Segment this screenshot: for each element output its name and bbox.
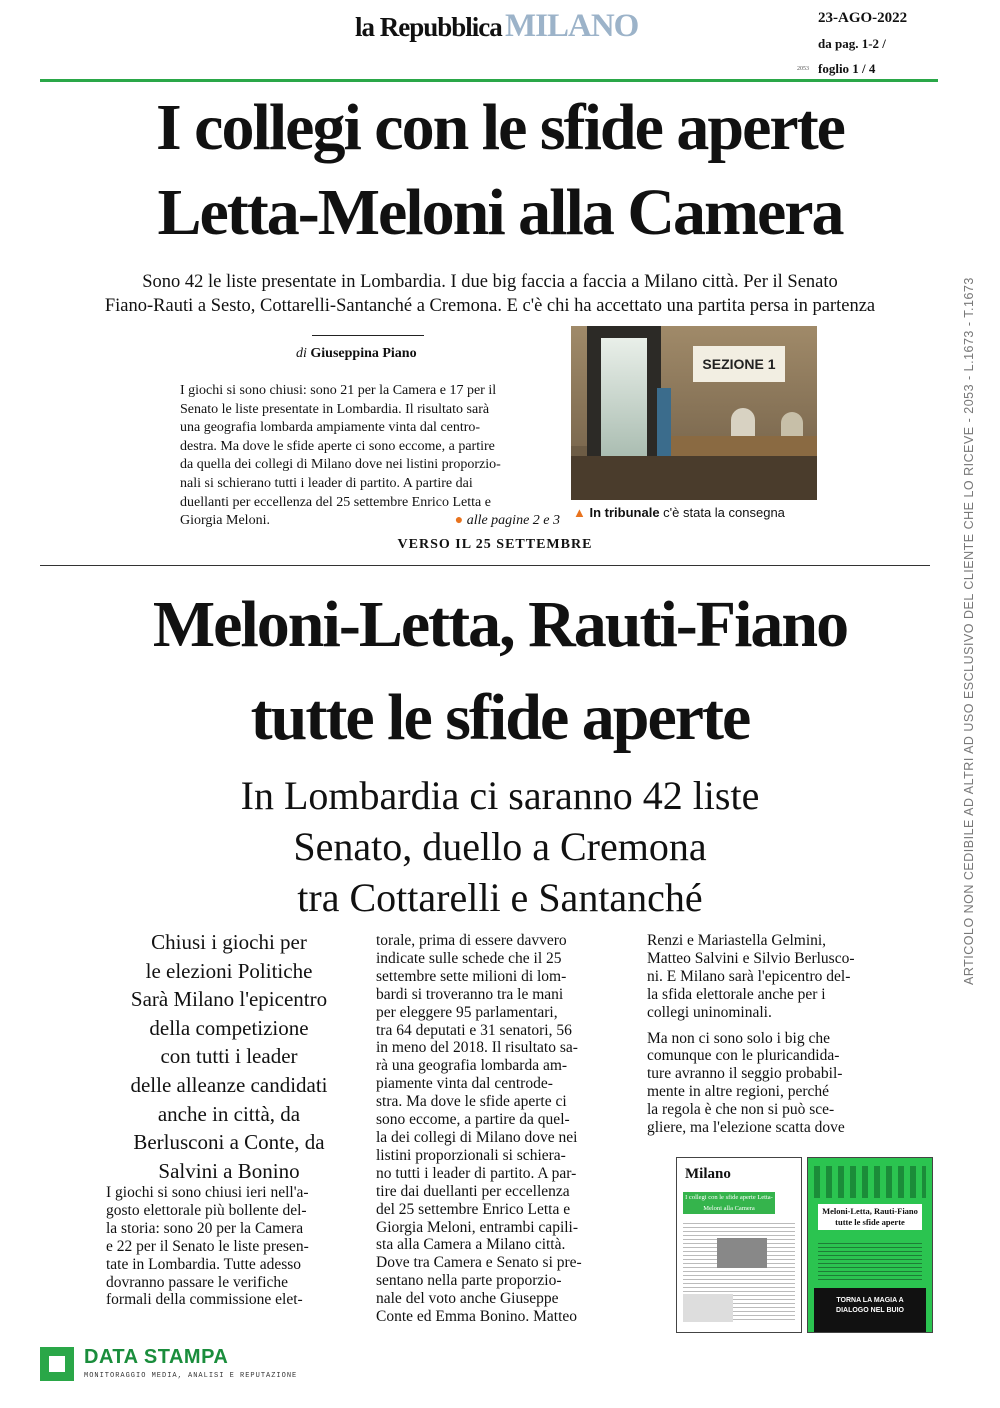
deck-line: con tutti i leader	[160, 1044, 298, 1069]
sheet-number: foglio 1 / 4	[818, 61, 876, 76]
bullet-dot-icon: ●	[454, 513, 464, 529]
thumbnail-portrait-strip	[814, 1166, 926, 1198]
column-line: la storia: sono 20 per la Camera	[106, 1219, 304, 1237]
thumbnail-ad-line: TORNA LA MAGIA A	[836, 1297, 904, 1304]
masthead-newspaper: la Repubblica	[355, 12, 502, 42]
article-column-1	[106, 1184, 356, 1309]
deck-line: le elezioni Politiche	[145, 958, 313, 983]
photo-sign: SEZIONE 1	[693, 346, 785, 382]
article-column-3	[647, 932, 891, 1137]
caption-text: c'è stata la consegna	[659, 505, 785, 520]
column-paragraph	[647, 1030, 891, 1137]
column-line: formali della commissione elet-	[106, 1291, 303, 1309]
column-line: torale, prima di essere davvero	[376, 932, 567, 949]
body-line: Senato le liste presentate in Lombardia. Il risultato sarà	[180, 401, 490, 417]
column-line: sentano nella parte proporzio-	[376, 1272, 562, 1290]
column-line: ni. E Milano sarà l'epicentro del-	[647, 967, 851, 985]
column-line: Matteo Salvini e Silvio Berlusco-	[647, 949, 855, 967]
client-code: 2053	[797, 66, 809, 72]
column-line: tate in Lombardia. Tutte adesso	[106, 1255, 302, 1273]
top-story-body	[180, 382, 560, 531]
polling-office-photo	[571, 326, 817, 500]
thumbnail-headline: Meloni-Letta, Rauti-Fiano tutte le sfide aperte	[818, 1204, 922, 1230]
column-line: indicate sulle schede che il 25	[376, 949, 562, 967]
thumbnail-ad-line: DIALOGO NEL BUIO	[836, 1307, 904, 1314]
masthead-edition: MILANO	[505, 8, 639, 44]
section-divider	[40, 565, 930, 566]
column-line: bardi si troveranno tra le mani	[376, 985, 564, 1003]
caption-bold: In tribunale	[589, 505, 660, 520]
column-line: Dove tra Camera e Senato si pre-	[376, 1254, 582, 1272]
deck-line: delle alleanze candidati	[130, 1072, 328, 1097]
main-subhead-line3: tra Cottarelli e Santanché	[297, 875, 703, 920]
column-line: Conte ed Emma Bonino. Matteo	[376, 1308, 578, 1326]
main-headline-line1: Meloni-Letta, Rauti-Fiano	[152, 588, 848, 661]
page-reference-text: alle pagine 2 e 3	[466, 513, 560, 529]
column-line: tra 64 deputati e 31 senatori, 56	[376, 1021, 572, 1039]
column-line: del 25 settembre Enrico Letta e	[376, 1200, 571, 1218]
body-line: duellanti per eccellenza del 25 settembre Enrico Letta e	[180, 494, 491, 510]
byline-prefix: di	[296, 346, 307, 361]
top-subhead-line1: Sono 42 le liste presentate in Lombardia. I due big faccia a faccia a Milano città. Per il Senato	[142, 272, 838, 292]
issue-date: 23-AGO-2022	[818, 10, 908, 26]
column-line: piamente vinta dal centrode-	[376, 1075, 553, 1093]
body-line: I giochi si sono chiusi: sono 21 per la Camera e 17 per il	[180, 383, 497, 398]
top-headline-line2: Letta-Meloni alla Camera	[157, 176, 843, 249]
byline-rule	[312, 335, 424, 336]
thumbnail-ad	[814, 1288, 926, 1332]
column-line: gliere, ma l'elezione scatta dove	[647, 1119, 845, 1137]
data-stampa-brand: DATA STAMPA	[84, 1346, 229, 1368]
deck-line: Chiusi i giochi per	[151, 930, 307, 954]
top-headline-line1: I collegi con le sfide aperte	[156, 91, 844, 164]
column-line: mente in altre regioni, perché	[647, 1083, 830, 1101]
body-line-last	[180, 512, 560, 531]
page-reference[interactable]	[455, 512, 560, 531]
section-kicker: VERSO IL 25 SETTEMBRE	[397, 537, 593, 552]
body-line: nali si schierano tutti i leader di partito. A partire dai	[180, 475, 473, 491]
body-line: destra. Ma dove le sfide aperte ci sono eccome, a partire	[180, 438, 495, 454]
top-subhead-line2: Fiano-Rauti a Sesto, Cottarelli-Santanché a Cremona. E c'è chi ha accettato una partita persa in partenza	[104, 296, 876, 316]
byline	[296, 346, 417, 362]
column-line: collegi uninominali.	[647, 1003, 772, 1021]
column-line: la dei collegi di Milano dove nei	[376, 1128, 578, 1146]
page-range: da pag. 1-2 /	[818, 36, 886, 51]
column-line: in meno del 2018. Il risultato sa-	[376, 1039, 578, 1057]
story-deck	[100, 928, 358, 1185]
body-line: una geografia lombarda ampiamente vinta dal centro-	[180, 420, 481, 436]
column-line: e 22 per il Senato le liste presen-	[106, 1237, 309, 1255]
copyright-side-note: ARTICOLO NON CEDIBILE AD ALTRI AD USO ESCLUSIVO DEL CLIENTE CHE LO RICEVE - 2053 - L.1673 - T.1673	[962, 277, 976, 985]
column-line: Giorgia Meloni, entrambi capili-	[376, 1218, 579, 1236]
main-subhead-line1: In Lombardia ci saranno 42 liste	[240, 773, 760, 818]
column-line: listini proporzionali si schiera-	[376, 1146, 566, 1164]
column-line: nale del voto anche Giuseppe	[376, 1290, 559, 1308]
column-line: la sfida elettorale anche per i	[647, 985, 826, 1003]
body-line: Giorgia Meloni.	[180, 513, 270, 529]
thumbnail-text-block	[818, 1240, 922, 1280]
column-line: comunque con le pluricandida-	[647, 1047, 840, 1065]
thumbnail-title: Milano	[685, 1166, 731, 1182]
body-line: da quella dei collegi di Milano dove nei listini proporzio-	[180, 457, 501, 473]
photo-table	[671, 436, 817, 456]
page-thumbnail-2[interactable]	[807, 1157, 933, 1333]
thumbnail-image	[717, 1238, 767, 1268]
column-line: I giochi si sono chiusi ieri nell'a-	[106, 1184, 309, 1201]
column-line: gosto elettorale più bollente del-	[106, 1201, 307, 1219]
column-line: rà una geografia lombarda am-	[376, 1057, 568, 1075]
deck-line: Berlusconi a Conte, da	[133, 1130, 325, 1155]
column-line: Ma non ci sono solo i big che	[647, 1029, 830, 1047]
column-line: ture avranno il seggio probabil-	[647, 1065, 843, 1083]
deck-line: Sarà Milano l'epicentro	[130, 987, 328, 1012]
page-thumbnail-1[interactable]	[676, 1157, 802, 1333]
article-column-2	[376, 932, 622, 1326]
main-subhead-line2: Senato, duello a Cremona	[293, 824, 707, 869]
column-line: per eleggere 95 parlamentari,	[376, 1003, 558, 1021]
byline-author: Giuseppina Piano	[310, 346, 417, 361]
column-line: stra. Ma dove le sfide aperte ci	[376, 1093, 567, 1111]
column-line: dovranno passare le verifiche	[106, 1273, 289, 1291]
column-line: sono eccome, a partire da quel-	[376, 1111, 570, 1129]
main-headline-line2: tutte le sfide aperte	[250, 681, 750, 754]
column-line: settembre sette milioni di lom-	[376, 967, 567, 985]
deck-line: Salvini a Bonino	[158, 1158, 300, 1183]
data-stampa-logo-icon	[40, 1347, 74, 1381]
column-line: tire dai duellanti per eccellenza	[376, 1182, 570, 1200]
column-line: Renzi e Mariastella Gelmini,	[647, 932, 827, 949]
masthead-divider	[40, 79, 938, 82]
thumbnail-headline: I collegi con le sfide aperte Letta-Meloni alla Camera	[683, 1192, 775, 1214]
deck-line: della competizione	[149, 1015, 309, 1040]
deck-line: anche in città, da	[157, 1101, 301, 1126]
column-line: sta alla Camera a Milano città.	[376, 1236, 566, 1254]
data-stampa-tagline: MONITORAGGIO MEDIA, ANALISI E REPUTAZIONE	[84, 1372, 298, 1380]
column-line: la regola è che non si può sce-	[647, 1101, 835, 1119]
photo-caption	[573, 505, 785, 520]
column-line: no tutti i leader di partito. A par-	[376, 1164, 577, 1182]
thumbnail-ad	[683, 1294, 733, 1322]
triangle-icon: ▲	[573, 505, 586, 520]
column-paragraph	[647, 932, 891, 1022]
photo-floor	[571, 456, 817, 500]
